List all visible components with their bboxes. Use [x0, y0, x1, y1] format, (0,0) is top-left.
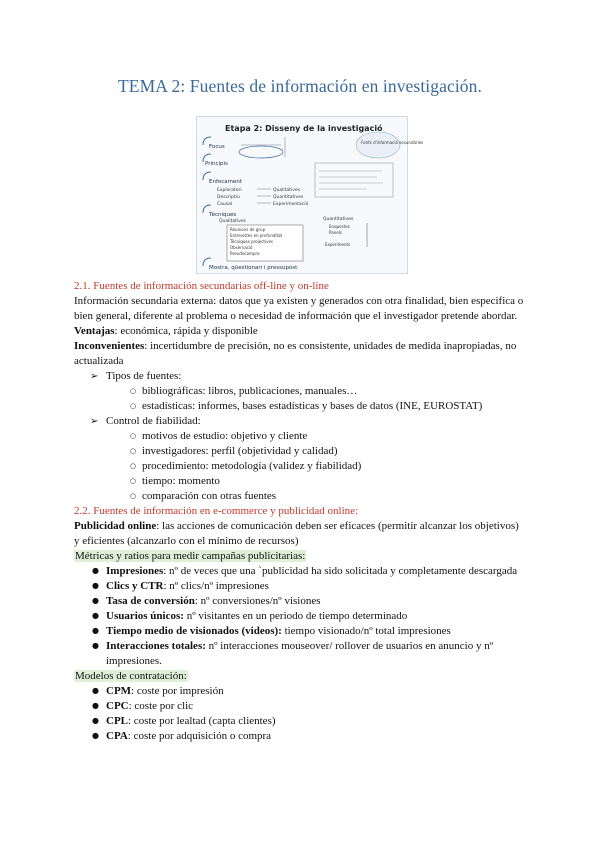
inconvenientes-line — [74, 339, 516, 353]
tech-item-4: Observació — [230, 245, 253, 250]
tech-item-2: Entrevistes en profunditat — [230, 233, 283, 238]
s21-paragraph-line1: Información secundaria externa: datos que ya existen y generados con otra finalidad, bien especifica o — [74, 295, 524, 307]
tipos-sub-2-text: estadísticas: informes, bases estadísticas y bases de datos (INE, EUROSTAT) — [142, 400, 483, 412]
control-sub-4-text: tiempo: momento — [142, 475, 220, 487]
research-design-diagram — [196, 116, 424, 274]
bullet-icon: ● — [92, 641, 99, 650]
arrow-bullet-icon: ➢ — [90, 371, 99, 382]
tipos-item — [90, 369, 181, 384]
metric-label: Impresiones — [106, 565, 164, 577]
publicidad-line — [74, 519, 519, 533]
enf-item-3: Causal — [217, 202, 233, 207]
control-sub-3-text: procedimiento: metodología (validez y fiabilidad) — [142, 460, 362, 472]
ventajas-text: : económica, rápida y disponible — [114, 325, 258, 337]
metric-label: Tiempo medio de visionados (videos): — [106, 625, 282, 637]
tech-item-5: Pseudocompra — [230, 251, 260, 256]
metric-text: nº interacciones mouseover/ rollover de usuarios en anuncio y nº — [205, 640, 494, 652]
modelo-label: CPA — [106, 730, 128, 742]
metric-label: Tasa de conversión — [106, 595, 195, 607]
modelo-label: CPM — [106, 685, 132, 697]
label-tecniques: Tècniques — [209, 212, 237, 218]
bullet-icon: ● — [92, 716, 99, 725]
metric-item-3 — [92, 594, 321, 608]
circle-bullet-icon: ○ — [130, 492, 137, 500]
metric-text: : nº clics/nº impresiones — [163, 580, 269, 592]
publicidad-text: : las acciones de comunicación deben ser eficaces (permitir alcanzar los objetivos) — [156, 520, 519, 532]
enf-right-1: Qualitatives — [273, 188, 300, 193]
diagram-svg — [197, 117, 424, 273]
section-2-1-heading: 2.1. Fuentes de información secundarias off-line y on-line — [74, 280, 329, 292]
circle-bullet-icon: ○ — [130, 447, 137, 455]
control-sub-1 — [130, 429, 307, 443]
control-label: Control de fiabilidad: — [106, 415, 201, 427]
metric-text: : nº conversiones/nº visiones — [194, 595, 321, 607]
metric-label: Clics y CTR — [106, 580, 164, 592]
modelo-item-4 — [92, 729, 271, 743]
publicidad-cont: y eficientes (alcanzarlo con el mínimo de recursos) — [74, 535, 299, 547]
control-sub-3 — [130, 459, 361, 473]
tipos-sub-1 — [130, 384, 357, 398]
metric-item-4 — [92, 609, 407, 623]
metricas-heading — [74, 549, 306, 563]
enf-right-3: Experimentació — [273, 202, 309, 207]
control-item — [90, 414, 201, 429]
metric-item-1 — [92, 564, 517, 578]
metric-text: : nº de veces que una `publicidad ha sido solicitada y completamente descargada — [163, 565, 518, 577]
modelos-label: Modelos de contratación: — [75, 670, 187, 682]
metric-item-5 — [92, 624, 451, 638]
modelo-item-3 — [92, 714, 276, 728]
metric-item-6 — [92, 639, 493, 653]
metric-item-2 — [92, 579, 269, 593]
enf-item-2: Descriptiu — [217, 195, 240, 200]
tech-right-2: Panels — [329, 230, 342, 235]
enf-right-2: Quantitatives — [273, 195, 304, 200]
bullet-icon: ● — [92, 686, 99, 695]
modelo-text: : coste por clic — [128, 700, 194, 712]
circle-bullet-icon: ○ — [130, 432, 137, 440]
tech-item-3: Tècniques projectives — [230, 239, 273, 244]
s21-paragraph-line2: bien general, diferente al problema o necesidad de información que el investigador pretende abordar. — [74, 310, 518, 322]
control-sub-4 — [130, 474, 220, 488]
modelo-item-2 — [92, 699, 193, 713]
circle-bullet-icon: ○ — [130, 462, 137, 470]
label-enfocament: Enfocament — [209, 179, 243, 185]
modelo-text: : coste por adquisición o compra — [127, 730, 272, 742]
label-focus: Focus — [209, 144, 225, 150]
bullet-icon: ● — [92, 566, 99, 575]
metric-text: tiempo visionado/nº total impresiones — [281, 625, 451, 637]
bullet-icon: ● — [92, 611, 99, 620]
bullet-icon: ● — [92, 596, 99, 605]
bullet-icon: ● — [92, 701, 99, 710]
publicidad-label: Publicidad online — [74, 520, 157, 532]
circle-bullet-icon: ○ — [130, 477, 137, 485]
control-sub-2-text: investigadores: perfil (objetividad y calidad) — [142, 445, 338, 457]
arrow-bullet-icon: ➢ — [90, 416, 99, 427]
label-principis: Principis — [205, 161, 228, 167]
callout-cloud — [356, 132, 400, 158]
page-title: TEMA 2: Fuentes de información en investigación. — [118, 76, 482, 96]
circle-bullet-icon: ○ — [130, 387, 137, 395]
tipos-sub-2 — [130, 399, 482, 413]
modelo-label: CPL — [106, 715, 128, 727]
bullet-icon: ● — [92, 581, 99, 590]
control-sub-1-text: motivos de estudio: objetivo y cliente — [142, 430, 308, 442]
tech-right-3: Experiments — [325, 242, 351, 247]
modelo-text: : coste por lealtad (capta clientes) — [128, 715, 276, 727]
ventajas-line — [74, 324, 258, 338]
callout-text: Fonts d'informació secundàries — [361, 140, 424, 145]
tipos-label: Tipos de fuentes: — [106, 370, 182, 382]
metricas-label: Métricas y ratios para medir campañas publicitarias: — [75, 550, 306, 562]
bullet-icon: ● — [92, 731, 99, 740]
section-2-2-heading: 2.2. Fuentes de información en e-commerce y publicidad online: — [74, 505, 359, 517]
control-sub-5 — [130, 489, 276, 503]
metric-label: Interacciones totales: — [106, 640, 206, 652]
inconvenientes-text: : incertidumbre de precisión, no es consistente, unidades de medida inapropiadas, no — [144, 340, 517, 352]
bullet-icon: ● — [92, 626, 99, 635]
modelo-text: : coste por impresión — [131, 685, 224, 697]
modelo-label: CPC — [106, 700, 129, 712]
tech-item-1: Reunions de grup — [230, 227, 266, 232]
metric-item-6-cont: impresiones. — [106, 655, 162, 667]
control-sub-5-text: comparación con otras fuentes — [142, 490, 277, 502]
inconvenientes-label: Inconvenientes — [74, 340, 145, 352]
inconvenientes-cont: actualizada — [74, 355, 124, 367]
tech-right-1: Enquestes — [329, 224, 350, 229]
metric-label: Usuarios únicos: — [106, 610, 184, 622]
enf-item-1: Exploratori — [217, 188, 242, 193]
tech-right-title: Quantitatives — [323, 217, 354, 222]
ventajas-label: Ventajas — [74, 325, 115, 337]
diagram-title: Etapa 2: Disseny de la investigació — [225, 124, 383, 133]
modelos-heading — [74, 669, 188, 683]
tech-left-title: Qualitatives — [219, 219, 246, 224]
control-sub-2 — [130, 444, 338, 458]
metric-text: nº visitantes en un periodo de tiempo determinado — [183, 610, 408, 622]
modelo-item-1 — [92, 684, 224, 698]
tipos-sub-1-text: bibliográficas: libros, publicaciones, manuales… — [142, 385, 358, 397]
circle-bullet-icon: ○ — [130, 402, 137, 410]
label-mostra: Mostra, qüestionari i pressupost — [209, 265, 298, 271]
